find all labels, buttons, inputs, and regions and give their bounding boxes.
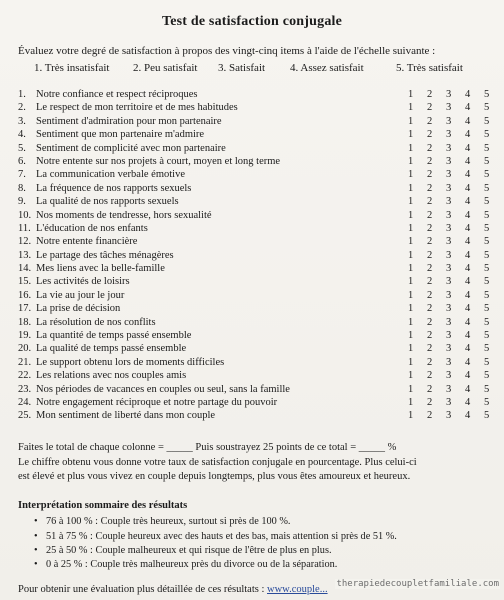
rating-scale <box>408 289 503 302</box>
rating-option[interactable]: 3 <box>446 303 452 315</box>
rating-option[interactable]: 2 <box>427 396 433 408</box>
rating-option[interactable]: 5 <box>484 343 490 355</box>
rating-option[interactable]: 4 <box>465 155 471 167</box>
rating-option[interactable]: 1 <box>408 102 414 114</box>
rating-option[interactable]: 5 <box>484 410 490 422</box>
rating-option[interactable]: 4 <box>465 289 471 301</box>
rating-option[interactable]: 2 <box>427 330 433 342</box>
rating-scale <box>408 235 503 248</box>
rating-scale <box>408 88 503 101</box>
rating-option[interactable]: 1 <box>408 209 414 221</box>
rating-option[interactable]: 1 <box>408 249 414 261</box>
list-item <box>18 88 498 101</box>
rating-scale <box>408 101 503 114</box>
rating-option[interactable]: 2 <box>427 410 433 422</box>
list-item <box>18 155 498 168</box>
list-item <box>18 356 498 369</box>
item-text: Notre confiance et respect réciproques <box>36 89 198 100</box>
list-item <box>18 262 498 275</box>
item-text: La communication verbale émotive <box>36 169 185 181</box>
rating-option[interactable]: 3 <box>446 169 452 181</box>
rating-option[interactable]: 3 <box>446 289 452 301</box>
rating-option[interactable]: 3 <box>446 330 452 342</box>
item-list <box>18 88 498 423</box>
item-text: Mes liens avec la belle-famille <box>36 263 165 275</box>
rating-scale <box>408 195 503 208</box>
interpretation-text: 0 à 25 % : Couple très malheureux près du divorce ou de la séparation. <box>46 559 338 570</box>
item-text: La quantité de temps passé ensemble <box>36 330 192 342</box>
bullet-icon: • <box>34 545 38 556</box>
rating-option[interactable]: 4 <box>465 236 471 248</box>
rating-option[interactable]: 5 <box>484 89 490 100</box>
rating-option[interactable]: 1 <box>408 222 414 234</box>
explanation-line-1: Le chiffre obtenu vous donne votre taux de satisfaction conjugale en pourcentage. Plus celui-ci <box>18 457 417 468</box>
rating-option[interactable]: 4 <box>465 303 471 315</box>
item-number: 15. <box>18 276 32 288</box>
interpretation-text: 25 à 50 % : Couple malheureux et qui risque de l'être de plus en plus. <box>46 545 332 556</box>
list-item <box>18 101 498 114</box>
rating-option[interactable]: 3 <box>446 383 452 395</box>
rating-option[interactable]: 1 <box>408 370 414 382</box>
list-item <box>18 316 498 329</box>
rating-option[interactable]: 5 <box>484 303 490 315</box>
rating-option[interactable]: 4 <box>465 115 471 127</box>
rating-option[interactable]: 4 <box>465 410 471 422</box>
rating-option[interactable]: 3 <box>446 142 452 154</box>
rating-option[interactable]: 5 <box>484 263 490 275</box>
rating-option[interactable]: 4 <box>465 129 471 141</box>
scale-label-5: 5. Très satisfait <box>396 62 463 74</box>
list-item <box>18 342 498 355</box>
item-number: 25. <box>18 410 32 422</box>
rating-option[interactable]: 2 <box>427 236 433 248</box>
rating-option[interactable]: 3 <box>446 263 452 275</box>
rating-option[interactable]: 5 <box>484 236 490 248</box>
item-text: La fréquence de nos rapports sexuels <box>36 182 192 194</box>
rating-option[interactable]: 2 <box>427 115 433 127</box>
interpretation-text: 51 à 75 % : Couple heureux avec des hauts et des bas, mais attention si près de 51 %. <box>46 531 397 542</box>
explanation-line-2: est élevé et plus vous vivez en couple depuis longtemps, plus vous êtes amoureux et heureux. <box>18 471 411 482</box>
item-number: 3. <box>18 115 26 127</box>
item-number: 19. <box>18 330 32 342</box>
page-title: Test de satisfaction conjugale <box>161 14 343 29</box>
rating-option[interactable]: 2 <box>427 383 433 395</box>
item-text: Le support obtenu lors de moments difficiles <box>36 356 225 368</box>
rating-option[interactable]: 4 <box>465 383 471 395</box>
rating-option[interactable]: 5 <box>484 370 490 382</box>
item-number: 14. <box>18 263 32 275</box>
rating-scale <box>408 168 503 181</box>
item-text: Sentiment de complicité avec mon partenaire <box>36 142 226 154</box>
item-text: La qualité de nos rapports sexuels <box>36 196 179 208</box>
item-text: Nos périodes de vacances en couples ou seul, sans la famille <box>36 383 290 395</box>
item-number: 17. <box>18 303 32 315</box>
rating-scale <box>408 383 503 396</box>
rating-option[interactable]: 2 <box>427 370 433 382</box>
rating-option[interactable]: 1 <box>408 182 414 194</box>
rating-option[interactable]: 4 <box>465 196 471 208</box>
rating-option[interactable]: 5 <box>484 383 490 395</box>
footer-text: Pour obtenir une évaluation plus détaillée de ces résultats : <box>18 584 265 595</box>
rating-scale <box>408 182 503 195</box>
item-text: Notre engagement réciproque et notre partage du pouvoir <box>36 396 278 408</box>
rating-option[interactable]: 5 <box>484 182 490 194</box>
list-item <box>18 409 498 422</box>
rating-option[interactable]: 4 <box>465 222 471 234</box>
rating-option[interactable]: 1 <box>408 89 414 100</box>
item-text: Sentiment que mon partenaire m'admire <box>36 129 205 141</box>
rating-option[interactable]: 5 <box>484 196 490 208</box>
interpretation-item <box>34 516 291 527</box>
item-number: 8. <box>18 182 26 194</box>
rating-scale <box>408 275 503 288</box>
item-number: 4. <box>18 129 26 141</box>
rating-option[interactable]: 2 <box>427 89 433 100</box>
item-number: 2. <box>18 102 26 114</box>
list-item <box>18 209 498 222</box>
rating-option[interactable]: 4 <box>465 142 471 154</box>
rating-scale <box>408 329 503 342</box>
rating-scale <box>408 409 503 422</box>
rating-option[interactable]: 5 <box>484 222 490 234</box>
footer-note <box>18 584 328 595</box>
rating-option[interactable]: 1 <box>408 115 414 127</box>
rating-option[interactable]: 1 <box>408 155 414 167</box>
rating-option[interactable]: 3 <box>446 276 452 288</box>
item-text: Mon sentiment de liberté dans mon couple <box>36 410 216 422</box>
list-item <box>18 329 498 342</box>
rating-option[interactable]: 1 <box>408 236 414 248</box>
rating-option[interactable]: 3 <box>446 182 452 194</box>
rating-option[interactable]: 5 <box>484 276 490 288</box>
list-item <box>18 289 498 302</box>
rating-option[interactable]: 3 <box>446 343 452 355</box>
list-item <box>18 182 498 195</box>
item-number: 20. <box>18 343 32 355</box>
list-item <box>18 222 498 235</box>
rating-option[interactable]: 3 <box>446 396 452 408</box>
rating-scale <box>408 356 503 369</box>
rating-option[interactable]: 1 <box>408 289 414 301</box>
rating-option[interactable]: 1 <box>408 343 414 355</box>
rating-option[interactable]: 3 <box>446 115 452 127</box>
rating-option[interactable]: 1 <box>408 330 414 342</box>
scale-label-1: 1. Très insatisfait <box>34 62 110 74</box>
list-item <box>18 275 498 288</box>
rating-option[interactable]: 4 <box>465 263 471 275</box>
rating-option[interactable]: 5 <box>484 209 490 221</box>
item-number: 18. <box>18 316 32 328</box>
rating-scale <box>408 222 503 235</box>
item-text: Le respect de mon territoire et de mes habitudes <box>36 102 238 114</box>
item-text: Nos moments de tendresse, hors sexualité <box>36 209 212 221</box>
rating-option[interactable]: 1 <box>408 276 414 288</box>
list-item <box>18 115 498 128</box>
scale-label-2: 2. Peu satisfait <box>133 62 198 74</box>
rating-option[interactable]: 4 <box>465 209 471 221</box>
bullet-icon: • <box>34 516 38 527</box>
footer-link[interactable]: www.couple... <box>267 584 328 595</box>
item-number: 5. <box>18 142 26 154</box>
bullet-icon: • <box>34 559 38 570</box>
item-number: 16. <box>18 289 32 301</box>
rating-option[interactable]: 2 <box>427 209 433 221</box>
item-number: 11. <box>18 222 31 234</box>
list-item <box>18 249 498 262</box>
item-number: 7. <box>18 169 26 181</box>
item-number: 1. <box>18 89 26 100</box>
rating-option[interactable]: 3 <box>446 356 452 368</box>
bullet-icon: • <box>34 531 38 542</box>
item-number: 6. <box>18 155 26 167</box>
list-item <box>18 369 498 382</box>
rating-option[interactable]: 5 <box>484 102 490 114</box>
rating-option[interactable]: 1 <box>408 396 414 408</box>
rating-scale <box>408 262 503 275</box>
rating-scale <box>408 369 503 382</box>
rating-scale <box>408 209 503 222</box>
total-instruction: Faites le total de chaque colonne = _____ Puis soustrayez 25 points de ce total = _____ % <box>18 442 397 453</box>
watermark: therapiedecoupletfamiliale.com <box>336 579 499 589</box>
list-item <box>18 235 498 248</box>
scale-label-4: 4. Assez satisfait <box>290 62 364 74</box>
rating-option[interactable]: 5 <box>484 115 490 127</box>
interpretation-item <box>34 545 332 556</box>
interpretation-text: 76 à 100 % : Couple très heureux, surtout si près de 100 %. <box>46 516 291 527</box>
rating-option[interactable]: 3 <box>446 410 452 422</box>
list-item <box>18 142 498 155</box>
rating-option[interactable]: 4 <box>465 89 471 100</box>
rating-scale <box>408 342 503 355</box>
list-item <box>18 396 498 409</box>
item-text: Les relations avec nos couples amis <box>36 370 187 382</box>
rating-option[interactable]: 4 <box>465 182 471 194</box>
list-item <box>18 302 498 315</box>
interpretation-item <box>34 531 397 542</box>
rating-scale <box>408 155 503 168</box>
rating-option[interactable]: 3 <box>446 129 452 141</box>
rating-option[interactable]: 1 <box>408 169 414 181</box>
rating-option[interactable]: 5 <box>484 169 490 181</box>
rating-option[interactable]: 2 <box>427 182 433 194</box>
rating-scale <box>408 316 503 329</box>
rating-option[interactable]: 2 <box>427 222 433 234</box>
rating-option[interactable]: 2 <box>427 155 433 167</box>
item-text: Le partage des tâches ménagères <box>36 249 174 261</box>
rating-option[interactable]: 1 <box>408 303 414 315</box>
rating-option[interactable]: 2 <box>427 289 433 301</box>
rating-option[interactable]: 1 <box>408 129 414 141</box>
rating-option[interactable]: 3 <box>446 316 452 328</box>
rating-option[interactable]: 5 <box>484 129 490 141</box>
rating-option[interactable]: 4 <box>465 169 471 181</box>
rating-option[interactable]: 4 <box>465 396 471 408</box>
list-item <box>18 168 498 181</box>
rating-option[interactable]: 3 <box>446 370 452 382</box>
item-text: La qualité de temps passé ensemble <box>36 343 187 355</box>
rating-option[interactable]: 4 <box>465 370 471 382</box>
rating-scale <box>408 249 503 262</box>
item-number: 9. <box>18 196 26 208</box>
rating-option[interactable]: 3 <box>446 196 452 208</box>
rating-option[interactable]: 2 <box>427 276 433 288</box>
rating-option[interactable]: 4 <box>465 249 471 261</box>
rating-scale <box>408 142 503 155</box>
rating-option[interactable]: 3 <box>446 102 452 114</box>
rating-option[interactable]: 5 <box>484 142 490 154</box>
rating-option[interactable]: 2 <box>427 102 433 114</box>
rating-option[interactable]: 5 <box>484 396 490 408</box>
rating-scale <box>408 128 503 141</box>
interpretation-heading: Interprétation sommaire des résultats <box>18 500 188 511</box>
rating-option[interactable]: 5 <box>484 289 490 301</box>
item-number: 22. <box>18 370 32 382</box>
rating-option[interactable]: 2 <box>427 316 433 328</box>
rating-option[interactable]: 2 <box>427 263 433 275</box>
rating-option[interactable]: 4 <box>465 330 471 342</box>
rating-option[interactable]: 5 <box>484 155 490 167</box>
item-number: 23. <box>18 383 32 395</box>
interpretation-item <box>34 559 337 570</box>
list-item <box>18 383 498 396</box>
rating-option[interactable]: 1 <box>408 142 414 154</box>
rating-option[interactable]: 3 <box>446 89 452 100</box>
rating-option[interactable]: 2 <box>427 169 433 181</box>
rating-option[interactable]: 2 <box>427 129 433 141</box>
item-text: Sentiment d'admiration pour mon partenaire <box>36 115 222 127</box>
rating-option[interactable]: 2 <box>427 303 433 315</box>
list-item <box>18 195 498 208</box>
item-text: Notre entente sur nos projets à court, moyen et long terme <box>36 155 281 167</box>
item-text: Les activités de loisirs <box>36 276 130 288</box>
rating-scale <box>408 302 503 315</box>
rating-option[interactable]: 4 <box>465 356 471 368</box>
rating-option[interactable]: 5 <box>484 330 490 342</box>
rating-option[interactable]: 1 <box>408 356 414 368</box>
item-number: 10. <box>18 209 32 221</box>
rating-option[interactable]: 2 <box>427 343 433 355</box>
item-number: 12. <box>18 236 32 248</box>
rating-option[interactable]: 2 <box>427 356 433 368</box>
rating-option[interactable]: 3 <box>446 155 452 167</box>
item-text: Notre entente financière <box>36 236 138 248</box>
rating-option[interactable]: 4 <box>465 276 471 288</box>
item-text: L'éducation de nos enfants <box>36 222 148 234</box>
rating-option[interactable]: 3 <box>446 249 452 261</box>
rating-option[interactable]: 1 <box>408 410 414 422</box>
rating-option[interactable]: 3 <box>446 222 452 234</box>
rating-option[interactable]: 2 <box>427 249 433 261</box>
rating-option[interactable]: 5 <box>484 249 490 261</box>
item-number: 24. <box>18 396 32 408</box>
rating-scale <box>408 396 503 409</box>
rating-scale <box>408 115 503 128</box>
item-number: 21. <box>18 356 32 368</box>
rating-option[interactable]: 1 <box>408 196 414 208</box>
rating-option[interactable]: 3 <box>446 236 452 248</box>
rating-option[interactable]: 3 <box>446 209 452 221</box>
instruction-text: Évaluez votre degré de satisfaction à propos des vingt-cinq items à l'aide de l'échelle suivante : <box>18 45 436 57</box>
rating-option[interactable]: 1 <box>408 383 414 395</box>
list-item <box>18 128 498 141</box>
scale-label-3: 3. Satisfait <box>218 62 266 74</box>
rating-option[interactable]: 4 <box>465 316 471 328</box>
rating-option[interactable]: 5 <box>484 316 490 328</box>
rating-option[interactable]: 5 <box>484 356 490 368</box>
rating-option[interactable]: 2 <box>427 196 433 208</box>
rating-option[interactable]: 4 <box>465 102 471 114</box>
item-number: 13. <box>18 249 32 261</box>
rating-option[interactable]: 1 <box>408 263 414 275</box>
rating-option[interactable]: 1 <box>408 316 414 328</box>
rating-option[interactable]: 4 <box>465 343 471 355</box>
item-text: La vie au jour le jour <box>36 289 125 301</box>
item-text: La résolution de nos conflits <box>36 316 156 328</box>
item-text: La prise de décision <box>36 303 121 315</box>
rating-option[interactable]: 2 <box>427 142 433 154</box>
